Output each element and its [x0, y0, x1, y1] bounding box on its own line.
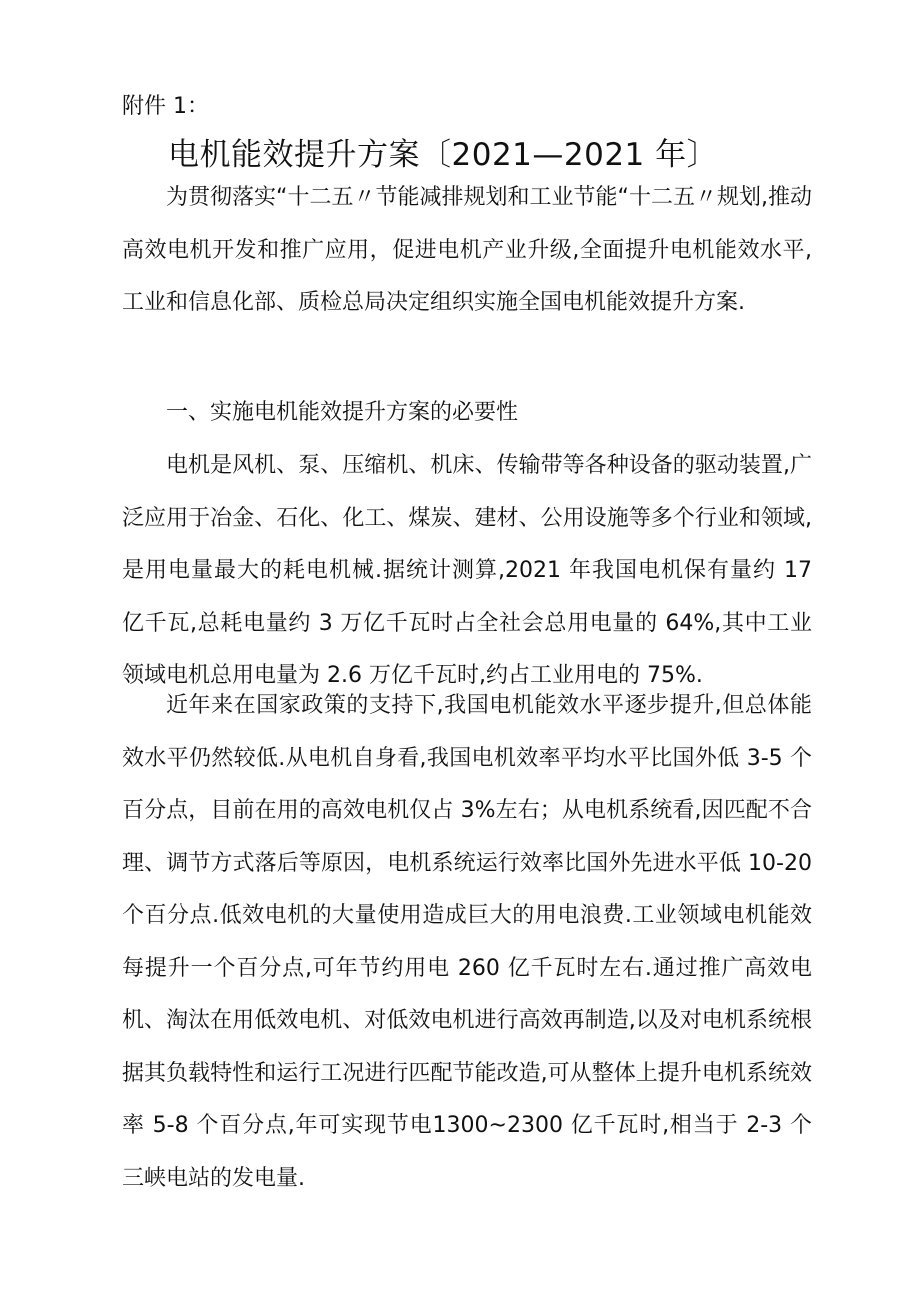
document-title: 电机能效提升方案〔2021—2021 年〕 [168, 137, 719, 173]
body-paragraph: 近年来在国家政策的支持下,我国电机能效水平逐步提升,但总体能效水平仍然较低.从电机自身看,我国电机效率平均水平比国外低 3-5 个百分点，目前在用的高效电机仅占 3%左右；从电机系统看,因匹配不合理、调节方式落后等原因，电机系统运行效率比国外先进水平低 10-20 个百分点.低效电机的大量使用造成巨大的用电浪费.工业领域电机能效每提升一个百分点,可年节约用电 260 亿千瓦时左右.通过推广高效电机、淘汰在用低效电机、对低效电机进行高效再制造,以及对电机系统根据其负载特性和运行工况进行匹配节能改造,可从整体上提升电机系统效率 5-8 个百分点,年可实现节电1300~2300 亿千瓦时,相当于 2-3 个三峡电站的发电量. [122, 693, 812, 1191]
intro-paragraph: 为贯彻落实“十二五〃节能减排规划和工业节能“十二五〃规划,推动高效电机开发和推广应用，促进电机产业升级,全面提升电机能效水平,工业和信息化部、质检总局决定组织实施全国电机能效提升方案. [122, 185, 812, 315]
attachment-label: 附件 1： [122, 94, 209, 119]
section-heading: 一、实施电机能效提升方案的必要性 [166, 400, 519, 425]
body-paragraph: 电机是风机、泵、压缩机、机床、传输带等各种设备的驱动装置,广泛应用于冶金、石化、化工、煤炭、建材、公用设施等多个行业和领域,是用电量最大的耗电机械.据统计测算,2021 年我国电机保有量约 17 亿千瓦,总耗电量约 3 万亿千瓦时占全社会总用电量的 64%,其中工业领域电机总用电量为 2.6 万亿千瓦时,约占工业用电的 75%. [122, 453, 812, 688]
